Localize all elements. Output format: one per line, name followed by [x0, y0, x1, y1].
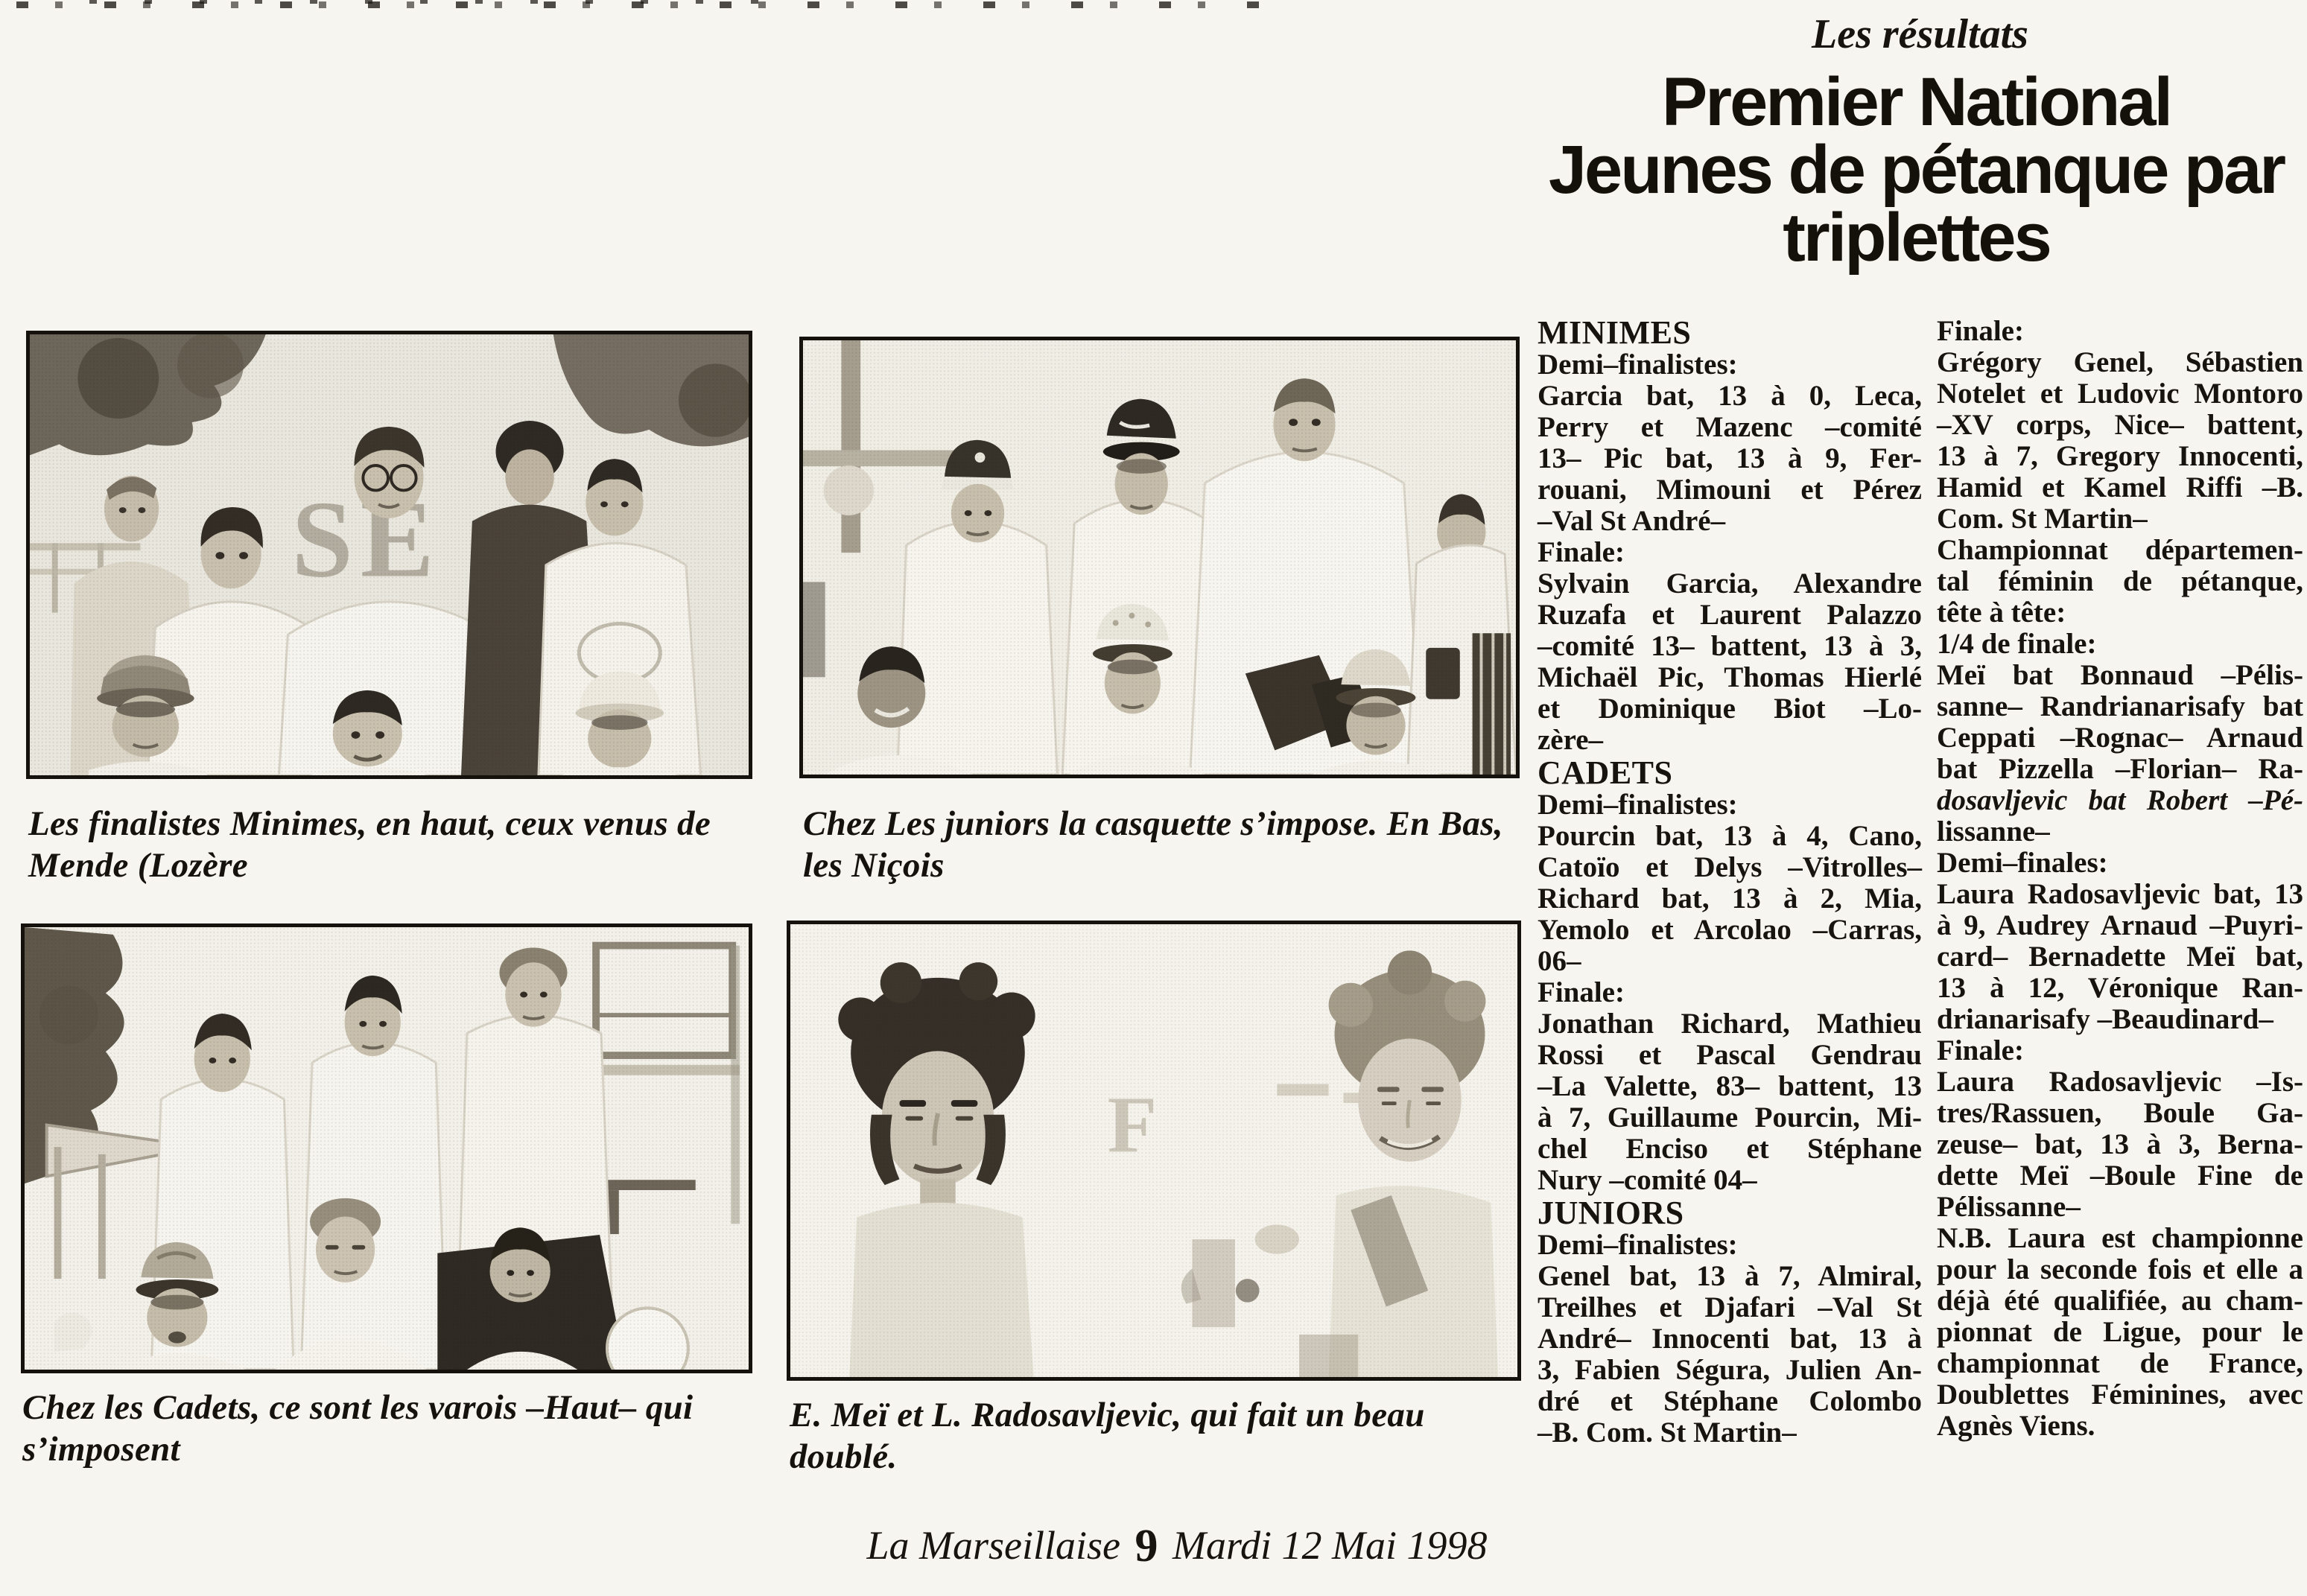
result-line: Finale: — [1538, 536, 1625, 568]
result-line: Laura Radosavljevic bat, 13 — [1937, 878, 2303, 910]
scan-crop-marks-2 — [89, 0, 760, 4]
result-line: Demi–finalistes: — [1538, 789, 1738, 821]
result-line: zère– — [1538, 724, 1604, 756]
result-line: CADETS — [1538, 754, 1673, 791]
photo-minimes — [26, 331, 752, 779]
result-line: N.B. Laura est championne — [1937, 1222, 2303, 1254]
result-line: à 7, Guillaume Pourcin, Mi- — [1538, 1101, 1922, 1134]
result-line: Doublettes Féminines, avec — [1937, 1379, 2303, 1411]
result-line: sanne– Randrianarisafy bat — [1937, 690, 2303, 722]
result-line: Pélissanne– — [1937, 1191, 2081, 1223]
photo-minimes-image — [30, 334, 749, 775]
result-line: Notelet et Ludovic Montoro — [1937, 378, 2303, 410]
result-line: tres/Rassuen, Boule Ga- — [1937, 1097, 2303, 1129]
result-line: Demi–finalistes: — [1538, 349, 1738, 381]
result-line: Laura Radosavljevic –Is- — [1937, 1066, 2303, 1098]
page-number: 9 — [1135, 1521, 1158, 1571]
result-line: Demi–finales: — [1937, 847, 2108, 879]
result-line: Rossi et Pascal Gendrau — [1538, 1039, 1922, 1071]
result-line: Pourcin bat, 13 à 4, Cano, — [1538, 820, 1922, 852]
result-line: Perry et Mazenc –comité — [1538, 411, 1922, 443]
result-line: Garcia bat, 13 à 0, Leca, — [1538, 380, 1922, 412]
result-line: tête à tête: — [1937, 597, 2066, 629]
issue-date: Mardi 12 Mai 1998 — [1172, 1523, 1488, 1568]
result-line: MINIMES — [1538, 314, 1692, 351]
result-line: Ceppati –Rognac– Arnaud — [1937, 722, 2303, 754]
result-line: 06– — [1538, 945, 1581, 977]
result-line: Ruzafa et Laurent Palazzo — [1538, 599, 1922, 631]
result-line: Catoïo et Delys –Vitrolles– — [1538, 851, 1922, 883]
result-line: Hamid et Kamel Riffi –B. — [1937, 471, 2303, 503]
result-line: 13– Pic bat, 13 à 9, Fer- — [1538, 442, 1922, 474]
result-line: zeuse– bat, 13 à 3, Berna- — [1937, 1128, 2303, 1160]
result-line: Finale: — [1538, 976, 1625, 1008]
photo-juniors — [799, 337, 1520, 778]
result-line: Meï bat Bonnaud –Pélis- — [1937, 659, 2303, 691]
result-line: André– Innocenti bat, 13 à — [1538, 1323, 1922, 1355]
results-column-left — [1538, 316, 1922, 1449]
result-line: Finale: — [1937, 315, 2024, 347]
result-line: Treilhes et Djafari –Val St — [1538, 1291, 1922, 1323]
result-line: 13 à 7, Gregory Innocenti, — [1937, 440, 2303, 472]
caption-juniors: Chez Les juniors la casquette s’impose. En Bas, les Niçois — [803, 804, 1503, 886]
result-line: tal féminin de pétanque, — [1937, 565, 2303, 597]
result-line: Richard bat, 13 à 2, Mia, — [1538, 883, 1922, 915]
result-line: dosavljevic bat Robert –Pé- — [1937, 784, 2303, 816]
result-line: Championnat départemen- — [1937, 534, 2303, 566]
result-line: Demi–finalistes: — [1538, 1229, 1738, 1261]
result-line: bat Pizzella –Florian– Ra- — [1937, 753, 2303, 785]
result-line: 3, Fabien Ségura, Julien An- — [1538, 1354, 1922, 1386]
result-line: card– Bernadette Meï bat, — [1937, 941, 2303, 973]
photo-cadets — [21, 923, 752, 1373]
newspaper-name: La Marseillaise — [866, 1523, 1121, 1568]
result-line: Michaël Pic, Thomas Hierlé — [1538, 661, 1922, 693]
article-headline — [1531, 64, 2302, 276]
result-line: déjà été qualifiée, au cham- — [1937, 1285, 2303, 1317]
result-line: chel Enciso et Stéphane — [1538, 1133, 1922, 1165]
results-column-right — [1937, 316, 2303, 1442]
photo-juniors-image — [803, 340, 1516, 775]
photo-finale-feminine — [787, 921, 1521, 1381]
result-line: pionnat de Ligue, pour le — [1937, 1316, 2303, 1348]
result-line: –B. Com. St Martin– — [1538, 1417, 1797, 1449]
result-line: Sylvain Garcia, Alexandre — [1538, 567, 1922, 600]
result-line: Genel bat, 13 à 7, Almiral, — [1538, 1260, 1922, 1292]
result-line: lissanne– — [1937, 816, 2050, 848]
result-line: –comité 13– battent, 13 à 3, — [1538, 630, 1922, 662]
result-line: pour la seconde fois et elle a — [1937, 1253, 2303, 1285]
result-line: –Val St André– — [1538, 505, 1726, 537]
result-line: –XV corps, Nice– battent, — [1937, 409, 2303, 441]
result-line: Yemolo et Arcolao –Carras, — [1538, 914, 1922, 946]
headline-line: Premier National — [1661, 64, 2171, 140]
photo-finale-feminine-image — [790, 924, 1517, 1377]
result-line: 13 à 12, Véronique Ran- — [1937, 972, 2303, 1004]
result-line: et Dominique Biot –Lo- — [1538, 693, 1922, 725]
result-line: dré et Stéphane Colombo — [1538, 1385, 1922, 1417]
caption-cadets: Chez les Cadets, ce sont les varois –Haut– qui s’imposent — [22, 1388, 694, 1469]
photo-cadets-image — [25, 927, 749, 1370]
result-line: drianarisafy –Beaudinard– — [1937, 1003, 2273, 1035]
result-line: Agnès Viens. — [1937, 1410, 2095, 1442]
result-line: –La Valette, 83– battent, 13 — [1538, 1070, 1922, 1102]
caption-minimes: Les finalistes Minimes, en haut, ceux venus de Mende (Lozère — [28, 804, 711, 886]
page-footer — [730, 1518, 1624, 1571]
result-line: JUNIORS — [1538, 1195, 1684, 1231]
headline-line: Jeunes de pétanque par — [1548, 132, 2285, 209]
result-line: dette Meï –Boule Fine de — [1937, 1160, 2303, 1192]
caption-finale-feminine: E. Meï et L. Radosavljevic, qui fait un beau doublé. — [790, 1396, 1425, 1477]
result-line: à 9, Audrey Arnaud –Puyri- — [1937, 909, 2303, 941]
result-line: Jonathan Richard, Mathieu — [1538, 1008, 1922, 1040]
result-line: championnat de France, — [1937, 1347, 2303, 1379]
result-line: Finale: — [1937, 1034, 2024, 1066]
result-line: Nury –comité 04– — [1538, 1164, 1757, 1196]
result-line: rouani, Mimouni et Pérez — [1538, 474, 1922, 506]
result-line: Grégory Genel, Sébastien — [1937, 346, 2303, 378]
result-line: 1/4 de finale: — [1937, 628, 2097, 660]
kicker: Les résultats — [1812, 11, 2028, 57]
headline-line: triplettes — [1783, 200, 2050, 276]
result-line: Com. St Martin– — [1937, 503, 2148, 535]
